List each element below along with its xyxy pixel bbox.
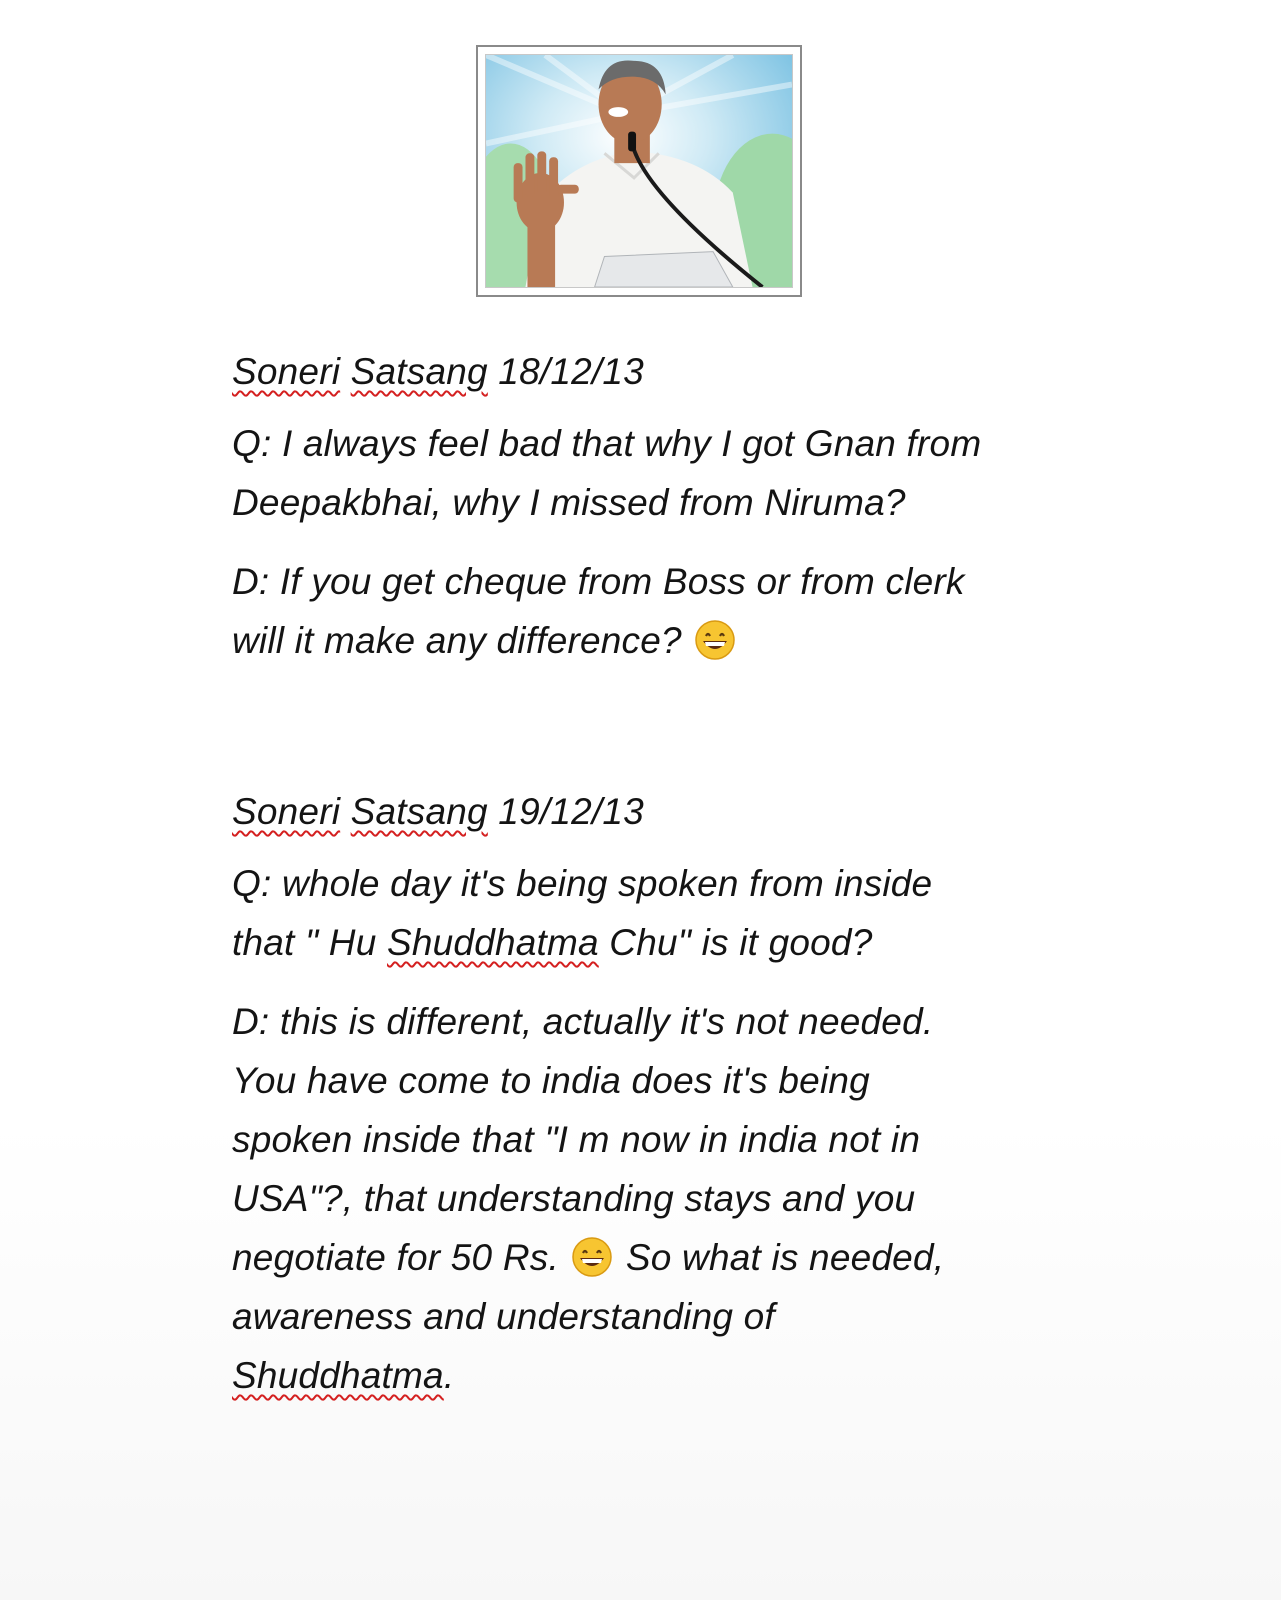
answer-line: awareness and understanding of	[232, 1296, 775, 1337]
word-shuddhatma: Shuddhatma	[387, 922, 599, 963]
heading-date: 18/12/13	[487, 351, 644, 392]
question-line: Deepakbhai, why I missed from Niruma?	[232, 482, 906, 523]
question-paragraph	[232, 414, 1052, 532]
section-heading	[232, 782, 1052, 842]
answer-line: D: If you get cheque from Boss or from clerk	[232, 561, 965, 602]
word-shuddhatma: Shuddhatma	[232, 1355, 444, 1396]
answer-line-part: negotiate for 50 Rs.	[232, 1237, 570, 1278]
answer-line: You have come to india does it's being	[232, 1060, 870, 1101]
question-line: Q: I always feel bad that why I got Gnan from	[232, 423, 982, 464]
heading-date: 19/12/13	[487, 791, 644, 832]
grinning-face-icon	[571, 1236, 613, 1278]
answer-line: USA"?, that understanding stays and you	[232, 1178, 916, 1219]
answer-paragraph	[232, 992, 1052, 1405]
question-line-part: that " Hu	[232, 922, 387, 963]
answer-line: will it make any difference?	[232, 620, 693, 661]
heading-word-soneri: Soneri	[232, 791, 341, 832]
grinning-face-icon	[694, 619, 736, 661]
section-heading	[232, 342, 1052, 402]
heading-word-satsang: Satsang	[350, 791, 488, 832]
heading-word-soneri: Soneri	[232, 351, 341, 392]
question-paragraph	[232, 854, 1052, 972]
speaker-photo-icon	[486, 55, 792, 287]
answer-line-part: .	[443, 1355, 455, 1396]
answer-line: spoken inside that "I m now in india not in	[232, 1119, 921, 1160]
satsang-section-1	[232, 342, 1052, 670]
answer-paragraph	[232, 552, 1052, 670]
heading-word-satsang: Satsang	[350, 351, 488, 392]
answer-line-part: So what is needed,	[615, 1237, 945, 1278]
satsang-notes	[232, 342, 1052, 1425]
question-line-part: Chu" is it good?	[598, 922, 873, 963]
speaker-photo-frame	[476, 45, 802, 297]
answer-line: D: this is different, actually it's not needed.	[232, 1001, 934, 1042]
satsang-section-2	[232, 782, 1052, 1405]
speaker-photo	[485, 54, 793, 288]
question-line: Q: whole day it's being spoken from inside	[232, 863, 933, 904]
